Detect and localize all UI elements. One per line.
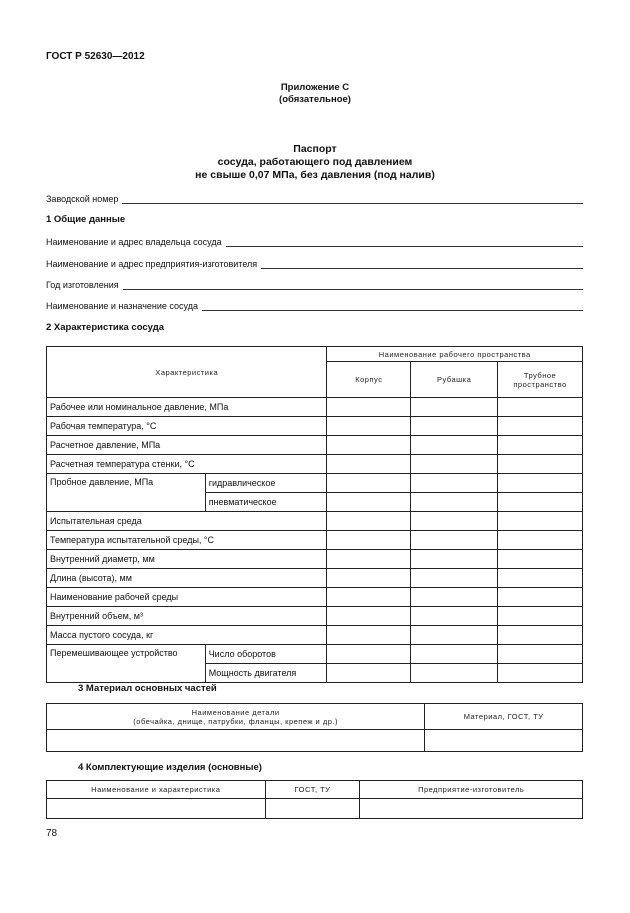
table-cell[interactable] — [360, 799, 583, 819]
table-cell[interactable] — [498, 417, 583, 436]
appendix-title: Приложение С — [280, 82, 350, 93]
table-row — [47, 588, 583, 607]
table-row — [47, 398, 583, 417]
row-label: Масса пустого сосуда, кг — [47, 626, 327, 645]
col-manufacturer-header: Предприятие-изготовитель — [360, 781, 583, 799]
materials-table — [46, 703, 583, 752]
table-cell[interactable] — [327, 474, 411, 493]
row-label: Расчетное давление, МПа — [47, 436, 327, 455]
col-trubnoe-header: Трубное пространство — [498, 362, 583, 398]
table-cell[interactable] — [327, 664, 411, 683]
table-cell[interactable] — [498, 626, 583, 645]
table-cell[interactable] — [411, 531, 498, 550]
table-cell[interactable] — [498, 493, 583, 512]
table-cell[interactable] — [327, 531, 411, 550]
row-label: Расчетная температура стенки, °С — [47, 455, 327, 474]
col-korpus-header: Корпус — [327, 362, 411, 398]
table-cell[interactable] — [327, 550, 411, 569]
table-cell[interactable] — [265, 799, 360, 819]
table-row — [47, 607, 583, 626]
part-name-line2: (обечайка, днище, патрубки, фланцы, крепеж и др.) — [133, 716, 338, 726]
table-row — [47, 531, 583, 550]
table-cell[interactable] — [47, 799, 266, 819]
table-cell[interactable] — [411, 588, 498, 607]
section1-title: 1 Общие данные — [46, 214, 126, 225]
table-row — [47, 799, 583, 819]
row-label: Перемешивающее устройство — [47, 645, 206, 683]
owner-label: Наименование и адрес владельца сосуда — [46, 237, 222, 247]
owner-blank[interactable] — [226, 236, 583, 247]
col-gost-header: ГОСТ, ТУ — [265, 781, 360, 799]
table-cell[interactable] — [411, 569, 498, 588]
table-cell[interactable] — [498, 512, 583, 531]
table-row — [47, 645, 583, 664]
table-cell[interactable] — [498, 645, 583, 664]
appendix-subtitle: (обязательное) — [279, 94, 351, 105]
vessel-characteristics-table — [46, 346, 583, 683]
table-cell[interactable] — [411, 626, 498, 645]
table-cell[interactable] — [327, 493, 411, 512]
table-cell[interactable] — [327, 645, 411, 664]
standard-header: ГОСТ Р 52630—2012 — [46, 51, 145, 62]
table-cell[interactable] — [411, 474, 498, 493]
part-name-line1: Наименование детали — [191, 707, 280, 717]
table-cell[interactable] — [498, 588, 583, 607]
table-row — [47, 626, 583, 645]
year-blank[interactable] — [123, 279, 583, 290]
table-cell[interactable] — [411, 550, 498, 569]
table-cell[interactable] — [498, 607, 583, 626]
col-rubashka-header: Рубашка — [411, 362, 498, 398]
table-cell[interactable] — [327, 512, 411, 531]
table-row — [47, 569, 583, 588]
table-cell[interactable] — [411, 455, 498, 474]
table-cell[interactable] — [498, 436, 583, 455]
table-cell[interactable] — [411, 398, 498, 417]
table-cell[interactable] — [411, 607, 498, 626]
col-material-header: Материал, ГОСТ, ТУ — [425, 704, 583, 730]
doc-title-line2: сосуда, работающего под давлением — [217, 156, 413, 168]
table-row — [47, 474, 583, 493]
table-row — [47, 436, 583, 455]
table-row — [47, 512, 583, 531]
row-label: Рабочее или номинальное давление, МПа — [47, 398, 327, 417]
table-cell[interactable] — [327, 569, 411, 588]
table-cell[interactable] — [411, 493, 498, 512]
table-cell[interactable] — [327, 398, 411, 417]
col-characteristic-header: Характеристика — [47, 347, 327, 398]
table-cell[interactable] — [411, 645, 498, 664]
row-label: Внутренний диаметр, мм — [47, 550, 327, 569]
owner-field[interactable] — [46, 236, 583, 247]
table-cell[interactable] — [411, 436, 498, 455]
serial-number-label: Заводской номер — [46, 194, 119, 204]
manufacturer-blank[interactable] — [261, 258, 583, 269]
table-cell[interactable] — [47, 730, 425, 752]
table-cell[interactable] — [498, 474, 583, 493]
components-table — [46, 780, 583, 819]
manufacturer-field[interactable] — [46, 258, 583, 269]
table-cell[interactable] — [498, 550, 583, 569]
table-cell[interactable] — [411, 512, 498, 531]
table-row — [47, 730, 583, 752]
row-label: Наименование рабочей среды — [47, 588, 327, 607]
col-part-name-header — [47, 704, 425, 730]
serial-number-blank[interactable] — [122, 193, 583, 204]
year-label: Год изготовления — [46, 280, 119, 290]
row-label: Пробное давление, МПа — [47, 474, 206, 512]
table-row — [47, 455, 583, 474]
table-row — [47, 417, 583, 436]
col-space-header: Наименование рабочего пространства — [327, 347, 583, 362]
row-label: Рабочая температура, °С — [47, 417, 327, 436]
row-label: Испытательная среда — [47, 512, 327, 531]
table-cell[interactable] — [327, 626, 411, 645]
doc-title-line3: не свыше 0,07 МПа, без давления (под налив) — [195, 169, 435, 181]
row-sublabel: Число оборотов — [205, 645, 327, 664]
row-sublabel: пневматическое — [205, 493, 327, 512]
table-cell[interactable] — [498, 569, 583, 588]
table-cell[interactable] — [425, 730, 583, 752]
page-number: 78 — [46, 828, 58, 839]
table-row — [47, 550, 583, 569]
table-cell[interactable] — [498, 398, 583, 417]
table-cell[interactable] — [327, 607, 411, 626]
table-cell[interactable] — [411, 417, 498, 436]
table-cell[interactable] — [498, 664, 583, 683]
purpose-label: Наименование и назначение сосуда — [46, 301, 198, 311]
manufacturer-label: Наименование и адрес предприятия-изготовителя — [46, 259, 258, 269]
row-label: Длина (высота), мм — [47, 569, 327, 588]
table-cell[interactable] — [411, 664, 498, 683]
table-cell[interactable] — [327, 417, 411, 436]
table-cell[interactable] — [327, 588, 411, 607]
table-cell[interactable] — [327, 436, 411, 455]
row-sublabel: гидравлическое — [205, 474, 327, 493]
purpose-blank[interactable] — [202, 300, 583, 311]
section2-title: 2 Характеристика сосуда — [46, 322, 165, 333]
col-name-header: Наименование и характеристика — [47, 781, 266, 799]
table-cell[interactable] — [498, 455, 583, 474]
section4-title: 4 Комплектующие изделия (основные) — [78, 762, 262, 773]
table-cell[interactable] — [498, 531, 583, 550]
row-sublabel: Мощность двигателя — [205, 664, 327, 683]
year-field[interactable] — [46, 279, 583, 290]
serial-number-field[interactable] — [46, 193, 583, 204]
row-label: Внутренний объем, м³ — [47, 607, 327, 626]
row-label: Температура испытательной среды, °С — [47, 531, 327, 550]
table-cell[interactable] — [327, 455, 411, 474]
purpose-field[interactable] — [46, 300, 583, 311]
section3-title: 3 Материал основных частей — [78, 683, 217, 694]
doc-title-line1: Паспорт — [293, 143, 337, 155]
